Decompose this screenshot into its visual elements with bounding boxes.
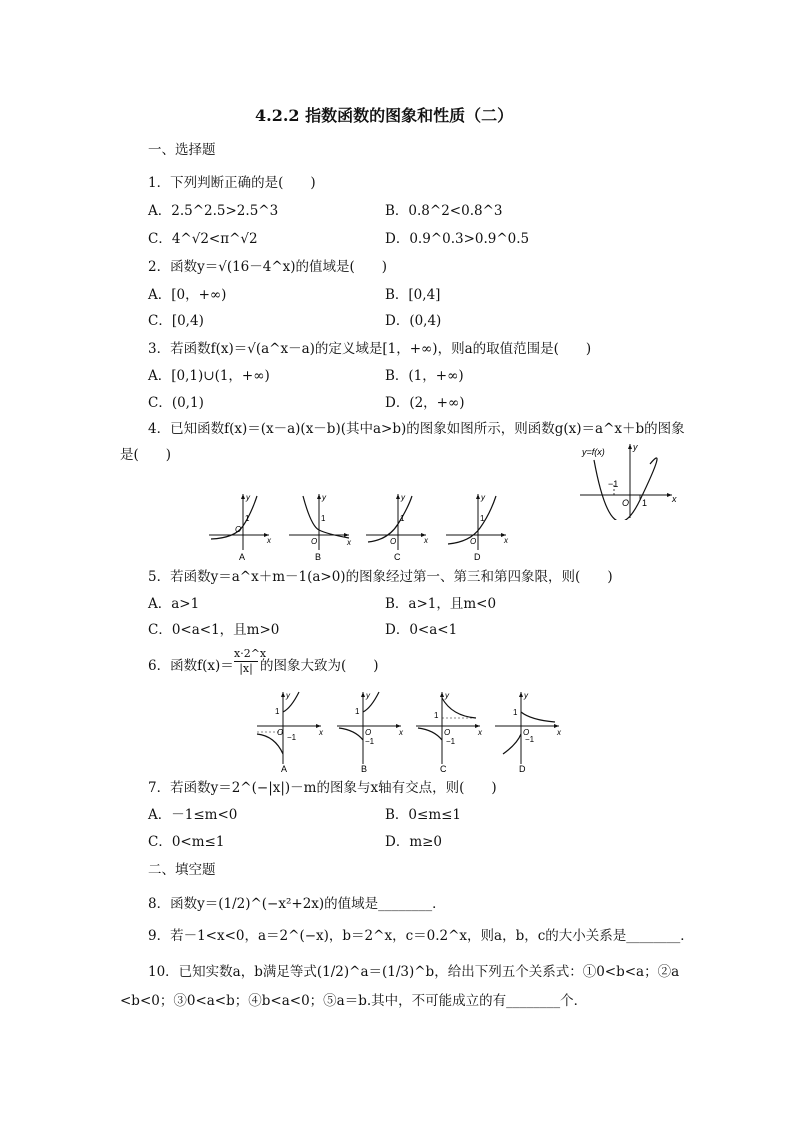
question-1-option-b: B．0.8^2<0.8^3 bbox=[385, 203, 503, 219]
svg-text:−1: −1 bbox=[287, 733, 297, 742]
svg-text:y: y bbox=[401, 493, 405, 502]
question-6-stem-prefix: 6．函数f(x)＝ bbox=[148, 658, 234, 674]
svg-text:y: y bbox=[524, 691, 528, 700]
svg-text:O: O bbox=[622, 498, 630, 508]
q6-graph-label-c: C bbox=[440, 764, 447, 774]
svg-text:−1: −1 bbox=[608, 479, 619, 489]
page-title: 4.2.2 指数函数的图象和性质（二） bbox=[255, 106, 514, 125]
svg-text:1: 1 bbox=[513, 708, 518, 717]
q6-graph-label-d: D bbox=[519, 764, 526, 774]
question-5-option-c: C．0<a<1，且m>0 bbox=[148, 622, 280, 638]
q6-graph-label-b: B bbox=[361, 764, 368, 774]
question-3-option-b: B．(1，+∞) bbox=[385, 368, 464, 384]
question-1-option-a: A．2.5^2.5>2.5^3 bbox=[148, 203, 279, 219]
svg-text:x: x bbox=[504, 536, 508, 545]
svg-text:1: 1 bbox=[321, 514, 326, 523]
svg-text:O: O bbox=[277, 728, 284, 737]
question-6-fraction bbox=[234, 647, 267, 676]
question-4-stem-line2: 是( ) bbox=[120, 447, 172, 463]
svg-text:−1: −1 bbox=[365, 737, 375, 746]
question-10-line2: <b<0；③0<a<b；④b<a<0；⑤a＝b.其中，不可能成立的有________个． bbox=[120, 993, 588, 1009]
svg-text:−1: −1 bbox=[446, 737, 456, 746]
svg-text:x: x bbox=[424, 536, 428, 545]
question-4-graph-c bbox=[362, 490, 432, 562]
question-3-option-d: D．(2，+∞) bbox=[385, 395, 465, 411]
svg-text:x: x bbox=[319, 728, 323, 737]
svg-text:x: x bbox=[672, 494, 677, 504]
question-2-option-b: B．[0,4] bbox=[385, 287, 441, 303]
question-2-stem: 2．函数y＝√(16－4^x)的值域是( ) bbox=[148, 259, 388, 275]
fraction-numerator: x·2^x bbox=[234, 647, 267, 660]
question-1-option-c: C．4^√2<π^√2 bbox=[148, 231, 258, 247]
svg-text:O: O bbox=[470, 537, 477, 546]
svg-text:−1: −1 bbox=[525, 735, 535, 744]
svg-text:1: 1 bbox=[355, 707, 360, 716]
question-6-graph-a bbox=[255, 688, 327, 774]
question-1-stem: 1．下列判断正确的是( ) bbox=[148, 175, 316, 191]
svg-text:x: x bbox=[557, 728, 561, 737]
graph-label-c: C bbox=[394, 552, 401, 562]
question-5-option-a: A．a>1 bbox=[148, 596, 200, 612]
svg-text:O: O bbox=[444, 728, 451, 737]
section-heading-fill: 二、填空题 bbox=[148, 862, 216, 878]
question-3-option-a: A．[0,1)∪(1，+∞) bbox=[148, 368, 270, 384]
svg-text:y: y bbox=[481, 493, 485, 502]
svg-text:y: y bbox=[445, 691, 449, 700]
question-5-option-b: B．a>1，且m<0 bbox=[385, 596, 497, 612]
graph-label-a: A bbox=[239, 552, 246, 562]
question-7-option-d: D．m≥0 bbox=[385, 834, 443, 850]
svg-text:y: y bbox=[366, 691, 370, 700]
svg-text:O: O bbox=[523, 728, 530, 737]
question-3-stem: 3．若函数f(x)＝√(a^x－a)的定义域是[1，+∞)，则a的取值范围是( ) bbox=[148, 341, 592, 357]
section-heading-choice: 一、选择题 bbox=[148, 142, 216, 158]
question-4-stem-line1: 4．已知函数f(x)＝(x－a)(x－b)(其中a>b)的图象如图所示，则函数g(x)＝a^x＋b的图象 bbox=[148, 421, 685, 437]
question-10-line1: 10．已知实数a，b满足等式(1/2)^a＝(1/3)^b，给出下列五个关系式：①0<b<a；②a bbox=[148, 964, 680, 980]
svg-text:y: y bbox=[286, 691, 290, 700]
svg-text:x: x bbox=[478, 728, 482, 737]
question-7-option-a: A．－1≤m<0 bbox=[148, 807, 238, 823]
question-7-option-c: C．0<m≤1 bbox=[148, 834, 225, 850]
question-6-graph-b bbox=[335, 688, 407, 774]
svg-text:y: y bbox=[322, 493, 326, 502]
svg-text:O: O bbox=[365, 728, 372, 737]
question-4-graph-a bbox=[205, 490, 275, 562]
question-9-stem: 9．若－1<x<0，a＝2^(−x)，b＝2^x，c＝0.2^x，则a，b，c的大小关系是________． bbox=[148, 928, 694, 944]
question-4-graph-d bbox=[442, 490, 512, 562]
svg-text:x: x bbox=[267, 536, 271, 545]
svg-text:1: 1 bbox=[480, 514, 485, 523]
svg-text:1: 1 bbox=[275, 707, 280, 716]
svg-text:y: y bbox=[246, 493, 250, 502]
question-3-option-c: C．(0,1) bbox=[148, 395, 204, 411]
graph-label-d: D bbox=[474, 552, 481, 562]
question-4-reference-graph bbox=[578, 440, 678, 520]
question-7-stem: 7．若函数y＝2^(−|x|)－m的图象与x轴有交点，则( ) bbox=[148, 780, 497, 796]
question-6-graph-d bbox=[493, 688, 565, 774]
question-7-option-b: B．0≤m≤1 bbox=[385, 807, 462, 823]
question-2-option-d: D．(0,4) bbox=[385, 313, 442, 329]
svg-text:O: O bbox=[311, 537, 318, 546]
svg-text:1: 1 bbox=[400, 514, 405, 523]
svg-text:x: x bbox=[399, 728, 403, 737]
svg-text:y: y bbox=[633, 442, 638, 452]
question-5-stem: 5．若函数y＝a^x＋m－1(a>0)的图象经过第一、第三和第四象限，则( ) bbox=[148, 569, 613, 585]
graph-label-b: B bbox=[315, 552, 322, 562]
question-2-option-a: A．[0，+∞) bbox=[148, 287, 227, 303]
question-1-option-d: D．0.9^0.3>0.9^0.5 bbox=[385, 231, 530, 247]
reference-graph-label: y=f(x) bbox=[582, 447, 605, 457]
question-2-option-c: C．[0,4) bbox=[148, 313, 204, 329]
q6-graph-label-a: A bbox=[281, 764, 288, 774]
question-8-stem: 8．函数y＝(1/2)^(−x²+2x)的值域是________． bbox=[148, 896, 446, 912]
question-6-stem-suffix: 的图象大致为( ) bbox=[260, 658, 379, 674]
question-6-graph-c bbox=[414, 688, 486, 774]
svg-text:1: 1 bbox=[642, 498, 648, 508]
svg-text:x: x bbox=[347, 538, 351, 547]
svg-text:O: O bbox=[235, 525, 242, 534]
fraction-denominator: |x| bbox=[239, 662, 253, 675]
svg-text:O: O bbox=[390, 537, 397, 546]
svg-text:1: 1 bbox=[434, 711, 439, 720]
svg-text:1: 1 bbox=[245, 514, 250, 523]
question-5-option-d: D．0<a<1 bbox=[385, 622, 458, 638]
question-4-graph-b bbox=[285, 490, 355, 562]
